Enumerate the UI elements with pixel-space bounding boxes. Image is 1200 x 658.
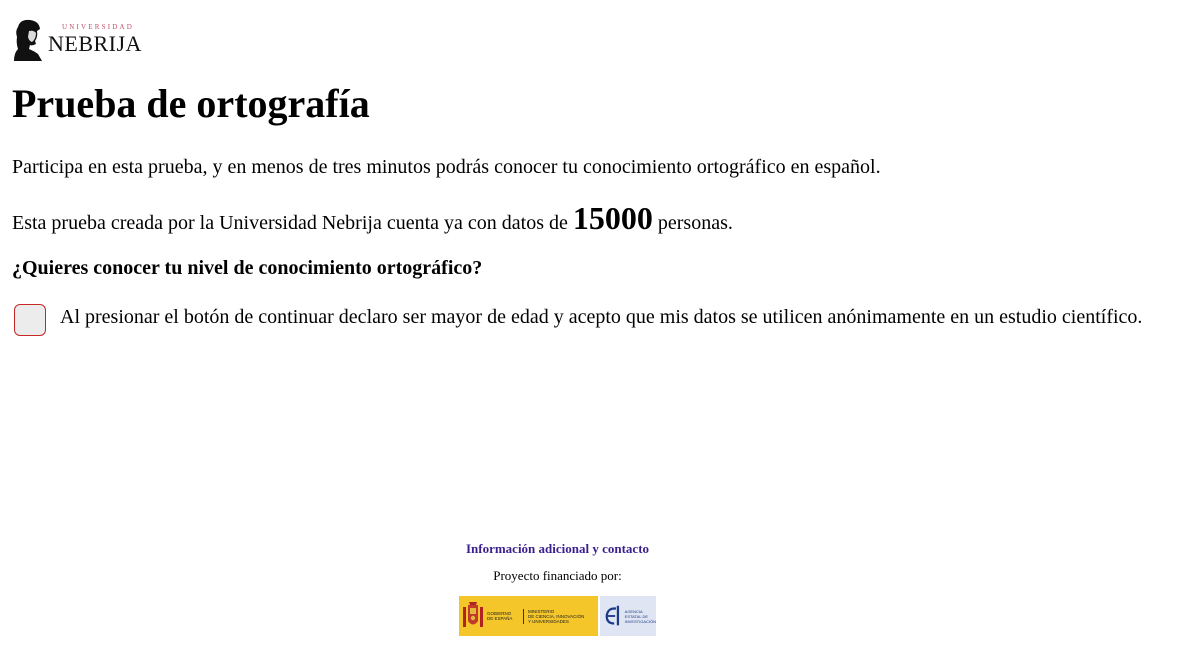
logo-name-text: NEBRIJA (48, 30, 142, 56)
gov-line-2: DE ESPAÑA (487, 616, 513, 621)
consent-label: Al presionar el botón de continuar declaro ser mayor de edad y acepto que mis datos se utilicen anónimamente en un estudio científico. (60, 306, 1143, 328)
stats-text (12, 198, 733, 243)
gov-line-1: GOBIERNO (487, 611, 512, 616)
agency-line-1: AGENCIA (624, 608, 643, 614)
footer (400, 540, 715, 636)
aei-logo (600, 596, 656, 636)
stats-suffix: personas. (657, 212, 733, 234)
stats-prefix: Esta prueba creada por la Universidad Nebrija cuenta ya con datos de (12, 212, 568, 234)
nebrija-logo (12, 16, 157, 62)
ministry-line-1: MINISTERIO (528, 608, 555, 614)
info-contact-link[interactable]: Información adicional y contacto (465, 541, 650, 556)
ministerio-text (523, 609, 590, 624)
logo-university-text: UNIVERSIDAD (62, 22, 135, 31)
nebrija-bust-icon (12, 17, 44, 61)
sponsor-logos (459, 596, 656, 636)
gobierno-espana-logo (459, 596, 598, 636)
spain-coat-of-arms-icon (462, 601, 484, 631)
aei-emblem-icon (603, 602, 622, 630)
page-title: Prueba de ortografía (12, 81, 370, 126)
intro-text: Participa en esta prueba, y en menos de tres minutos podrás conocer tu conocimiento ortográfico en español. (12, 156, 881, 178)
ministry-line-2: DE CIENCIA, INNOVACIÓN (528, 613, 585, 619)
question-heading: ¿Quieres conocer tu nivel de conocimiento ortográfico? (12, 257, 483, 279)
agency-line-2: ESTATAL DE (624, 613, 649, 619)
aei-text (625, 609, 656, 624)
consent-checkbox[interactable] (14, 304, 46, 336)
funded-by-text: Proyecto financiado por: (493, 568, 622, 583)
ministry-line-3: Y UNIVERSIDADES (528, 618, 569, 624)
gobierno-text (487, 611, 517, 621)
consent-row (14, 304, 1142, 336)
agency-line-3: INVESTIGACIÓN (624, 618, 656, 624)
participant-count: 15000 (572, 200, 653, 236)
